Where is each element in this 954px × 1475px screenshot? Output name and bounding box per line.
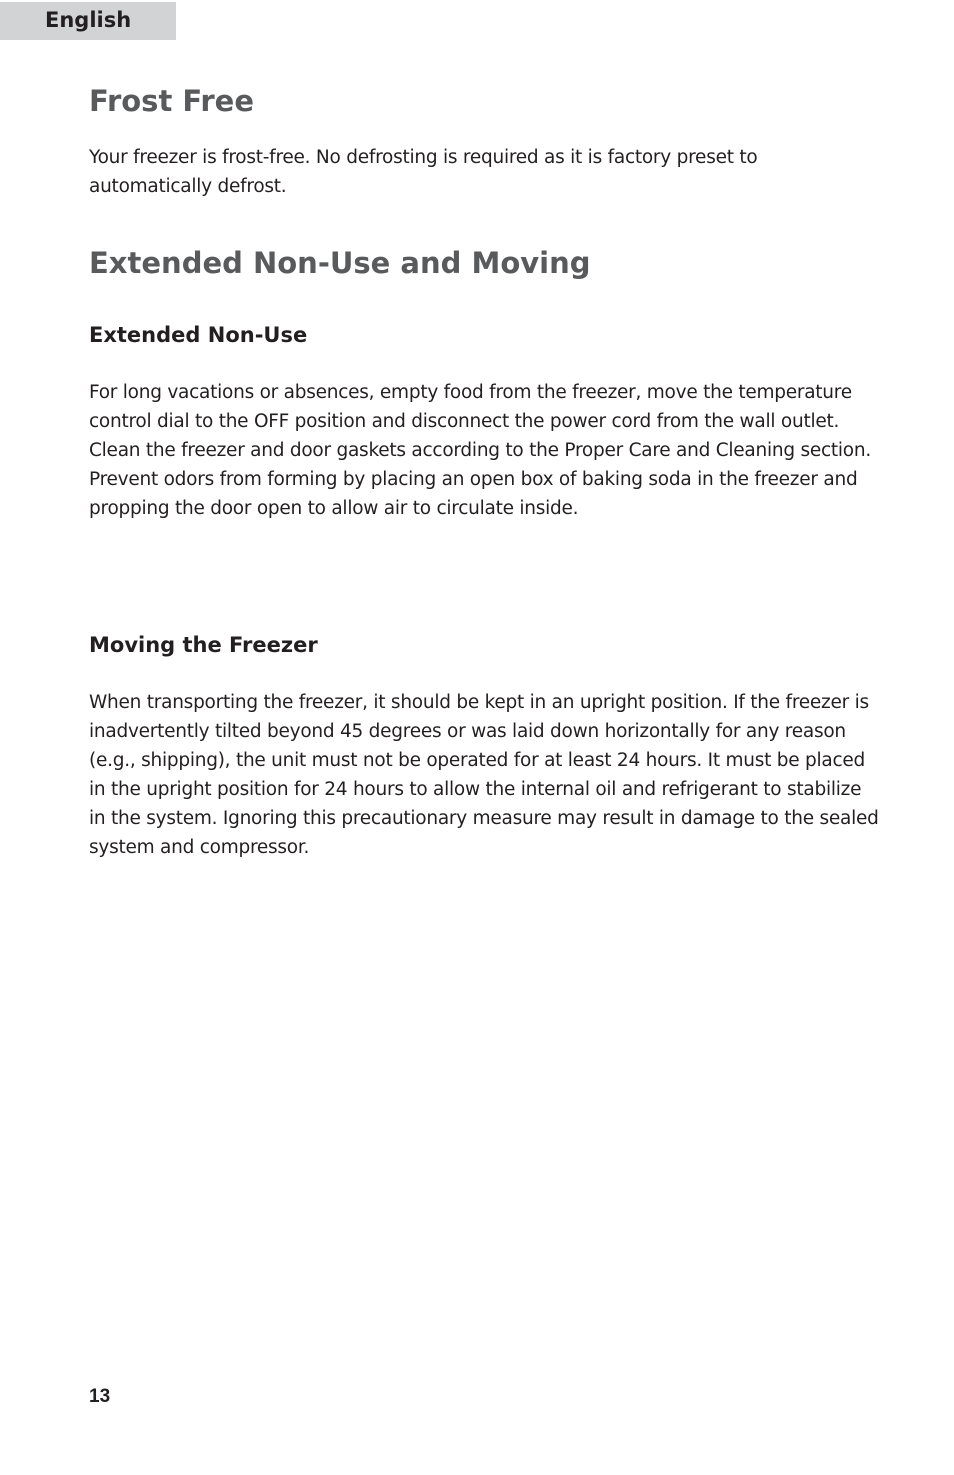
moving-the-freezer-paragraph: When transporting the freezer, it should be kept in an upright position. If the freezer is inadvertently tilted beyond 45 degrees or was laid down horizontally for any reason (e.g., shipping), the unit must not be operated for at least 24 hours. It must be placed in the upright position for 24 hours to allow the internal oil and refrigerant to stabilize in the system. Ignoring this precautionary measure may result in damage to the sealed system and compressor. (89, 692, 879, 858)
extended-non-use-subheading: Extended Non-Use (89, 323, 308, 347)
frost-free-heading: Frost Free (89, 84, 254, 118)
page-number: 13 (89, 1386, 111, 1407)
frost-free-paragraph: Your freezer is frost-free. No defrosting is required as it is factory preset to automatically defrost. (89, 147, 758, 197)
moving-the-freezer-subheading: Moving the Freezer (89, 633, 318, 657)
extended-non-use-paragraph: For long vacations or absences, empty food from the freezer, move the temperature control dial to the OFF position and disconnect the power cord from the wall outlet. Clean the freezer and door gaskets according to the Proper Care and Cleaning section. Prevent odors from forming by placing an open box of baking soda in the freezer and propping the door open to allow air to circulate inside. (89, 382, 871, 519)
extended-non-use-and-moving-heading: Extended Non-Use and Moving (89, 246, 591, 280)
language-tab: English (0, 2, 176, 40)
